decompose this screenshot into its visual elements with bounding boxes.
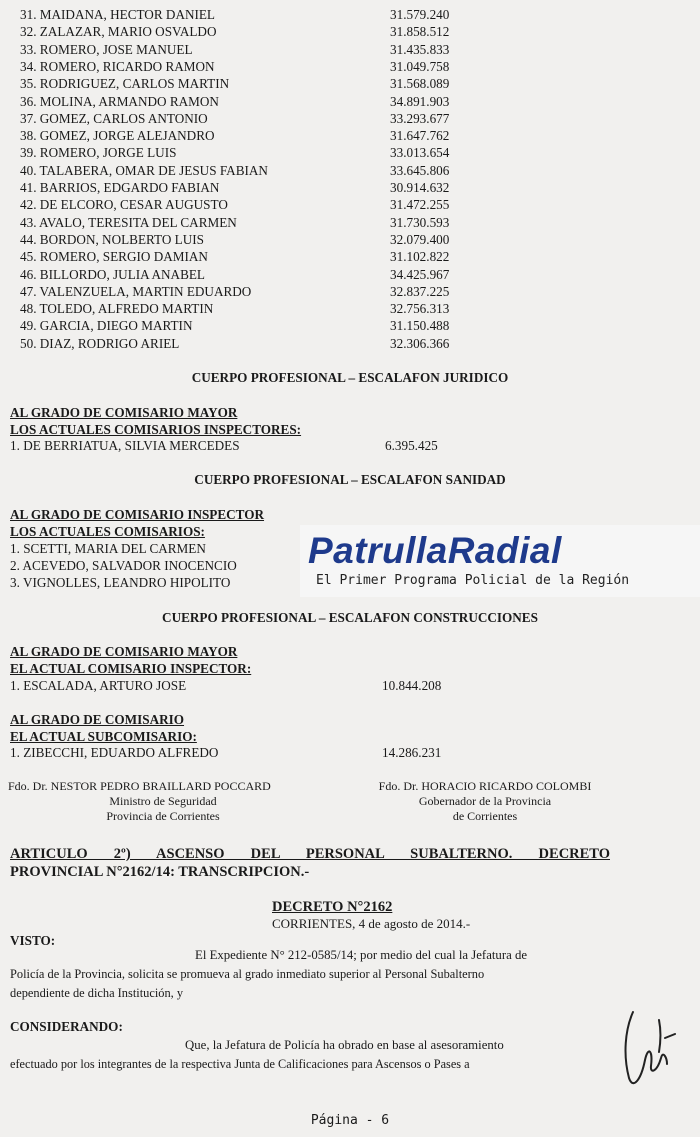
articulo-heading-line1: [10, 845, 610, 863]
list-item: [10, 283, 490, 300]
list-item: [10, 110, 490, 127]
section-heading-sanidad: CUERPO PROFESIONAL – ESCALAFON SANIDAD: [194, 472, 506, 487]
person-name: 46. BILLORDO, JULIA ANABEL: [20, 266, 205, 282]
list-item: [10, 231, 490, 248]
visto-line2: Policía de la Provincia, solicita se promueva al grado inmediato superior al Personal Subalterno: [10, 967, 485, 981]
person-dni: 31.472.255: [390, 197, 450, 213]
person-dni: 31.150.488: [390, 318, 450, 334]
signer-jurisdiction: de Corrientes: [452, 809, 518, 823]
person-name: 50. DIAZ, RODRIGO ARIEL: [20, 335, 180, 351]
person-dni: 31.568.089: [390, 76, 450, 92]
person-name: 42. DE ELCORO, CESAR AUGUSTO: [20, 197, 228, 213]
person-dni: 32.756.313: [390, 301, 450, 317]
section-heading-construcciones: CUERPO PROFESIONAL – ESCALAFON CONSTRUCCIONES: [162, 610, 538, 625]
grade-heading: AL GRADO DE COMISARIO INSPECTOR: [10, 507, 265, 522]
list-item: [10, 266, 490, 283]
list-item: [10, 127, 490, 144]
list-item: [10, 437, 240, 454]
group-heading: EL ACTUAL SUBCOMISARIO:: [10, 729, 197, 744]
entry-name: 1. DE BERRIATUA, SILVIA MERCEDES: [10, 438, 240, 453]
person-name: 49. GARCIA, DIEGO MARTIN: [20, 318, 193, 334]
considerando-line1: Que, la Jefatura de Policía ha obrado en base al asesoramiento: [185, 1038, 504, 1052]
list-item: 1. SCETTI, MARIA DEL CARMEN: [10, 541, 206, 556]
considerando-line2: efectuado por los integrantes de la respectiva Junta de Calificaciones para Ascensos o Pases a: [10, 1057, 470, 1071]
person-name: 34. ROMERO, RICARDO RAMON: [20, 58, 215, 74]
list-item: [10, 196, 490, 213]
person-dni: 32.837.225: [390, 283, 450, 299]
person-dni: 31.435.833: [390, 41, 450, 57]
watermark-title: PatrullaRadial: [308, 530, 562, 571]
list-item: [10, 23, 490, 40]
group-heading: EL ACTUAL COMISARIO INSPECTOR:: [10, 661, 252, 676]
list-item: [10, 317, 490, 334]
person-dni: 31.102.822: [390, 249, 450, 265]
list-item: [10, 6, 490, 23]
signer-role: Gobernador de la Provincia: [418, 794, 552, 808]
person-name: 47. VALENZUELA, MARTIN EDUARDO: [20, 283, 252, 299]
person-name: 48. TOLEDO, ALFREDO MARTIN: [20, 301, 214, 317]
page-number: Página - 6: [310, 1113, 390, 1128]
visto-line1: El Expediente N° 212-0585/14; por medio del cual la Jefatura de: [195, 948, 528, 962]
grade-heading: AL GRADO DE COMISARIO: [10, 712, 185, 727]
list-item: [10, 75, 490, 92]
signature-left: [8, 779, 318, 824]
signer-role: Ministro de Seguridad: [109, 794, 217, 808]
decreto-title: DECRETO N°2162: [272, 899, 393, 915]
list-item: [10, 214, 490, 231]
list-item: [10, 41, 490, 58]
entry-dni: 14.286.231: [382, 745, 442, 760]
person-dni: 30.914.632: [390, 180, 450, 195]
person-dni: 34.425.967: [390, 266, 450, 282]
decreto-date: CORRIENTES, 4 de agosto de 2014.-: [272, 916, 471, 931]
person-name: 40. TALABERA, OMAR DE JESUS FABIAN: [20, 162, 268, 178]
visto-label: VISTO:: [10, 933, 56, 948]
section-heading-juridico: CUERPO PROFESIONAL – ESCALAFON JURIDICO: [191, 370, 509, 385]
grade-heading: AL GRADO DE COMISARIO MAYOR: [10, 644, 238, 659]
person-dni: 31.730.593: [390, 214, 450, 230]
list-item: [10, 300, 490, 317]
person-name: 37. GOMEZ, CARLOS ANTONIO: [20, 110, 208, 126]
list-item: 2. ACEVEDO, SALVADOR INOCENCIO: [10, 558, 237, 573]
visto-line3: dependiente de dicha Institución, y: [10, 986, 184, 1000]
person-dni: 33.293.677: [390, 110, 450, 126]
person-name: 36. MOLINA, ARMANDO RAMON: [20, 93, 219, 109]
entry-dni: 6.395.425: [385, 438, 438, 453]
person-name: 35. RODRIGUEZ, CARLOS MARTIN: [20, 76, 230, 92]
list-item: [10, 93, 490, 110]
signer-name: Fdo. Dr. NESTOR PEDRO BRAILLARD POCCARD: [8, 779, 271, 793]
group-heading: LOS ACTUALES COMISARIOS:: [10, 524, 205, 539]
person-dni: 33.013.654: [390, 145, 450, 161]
articulo-label: ARTICULO 2º) ASCENSO DEL PERSONAL SUBALTERNO. DECRETO: [10, 846, 610, 862]
signature-right: [360, 779, 610, 824]
person-dni: 31.647.762: [390, 128, 450, 144]
person-name: 45. ROMERO, SERGIO DAMIAN: [20, 249, 208, 265]
list-item: [10, 335, 490, 352]
group-heading: LOS ACTUALES COMISARIOS INSPECTORES:: [10, 422, 302, 437]
watermark-subtitle: El Primer Programa Policial de la Región: [316, 573, 630, 588]
person-name: 38. GOMEZ, JORGE ALEJANDRO: [20, 128, 215, 144]
person-dni: 31.858.512: [390, 24, 450, 40]
list-item: 1. ZIBECCHI, EDUARDO ALFREDO: [10, 745, 219, 760]
list-item: [10, 144, 490, 161]
person-name: 32. ZALAZAR, MARIO OSVALDO: [20, 24, 217, 40]
person-name: 39. ROMERO, JORGE LUIS: [20, 145, 177, 161]
person-dni: 32.306.366: [390, 335, 450, 351]
handwritten-initials: [615, 1000, 685, 1095]
list-item: 1. ESCALADA, ARTURO JOSE: [10, 678, 187, 693]
person-name: 31. MAIDANA, HECTOR DANIEL: [20, 7, 215, 22]
person-name: 33. ROMERO, JOSE MANUEL: [20, 41, 193, 57]
signer-jurisdiction: Provincia de Corrientes: [106, 809, 220, 823]
list-item: [10, 162, 490, 179]
considerando-label: CONSIDERANDO:: [10, 1019, 123, 1034]
grade-heading: AL GRADO DE COMISARIO MAYOR: [10, 405, 238, 420]
person-name: 43. AVALO, TERESITA DEL CARMEN: [20, 214, 237, 230]
list-item: [10, 248, 490, 265]
person-dni: 32.079.400: [390, 231, 450, 247]
signer-name: Fdo. Dr. HORACIO RICARDO COLOMBI: [378, 779, 592, 793]
patrulla-radial-watermark: [300, 525, 700, 597]
person-dni: 33.645.806: [390, 162, 450, 178]
list-item: [10, 179, 490, 196]
entry-dni: 10.844.208: [382, 678, 442, 693]
person-dni: 31.579.240: [390, 7, 450, 22]
list-item: 3. VIGNOLLES, LEANDRO HIPOLITO: [10, 575, 231, 590]
person-dni: 34.891.903: [390, 93, 450, 109]
person-name: 44. BORDON, NOLBERTO LUIS: [20, 231, 204, 247]
person-dni: 31.049.758: [390, 58, 450, 74]
articulo-heading-line2: PROVINCIAL N°2162/14: TRANSCRIPCION.-: [10, 864, 310, 880]
person-name: 41. BARRIOS, EDGARDO FABIAN: [20, 180, 220, 195]
list-item: [10, 58, 490, 75]
